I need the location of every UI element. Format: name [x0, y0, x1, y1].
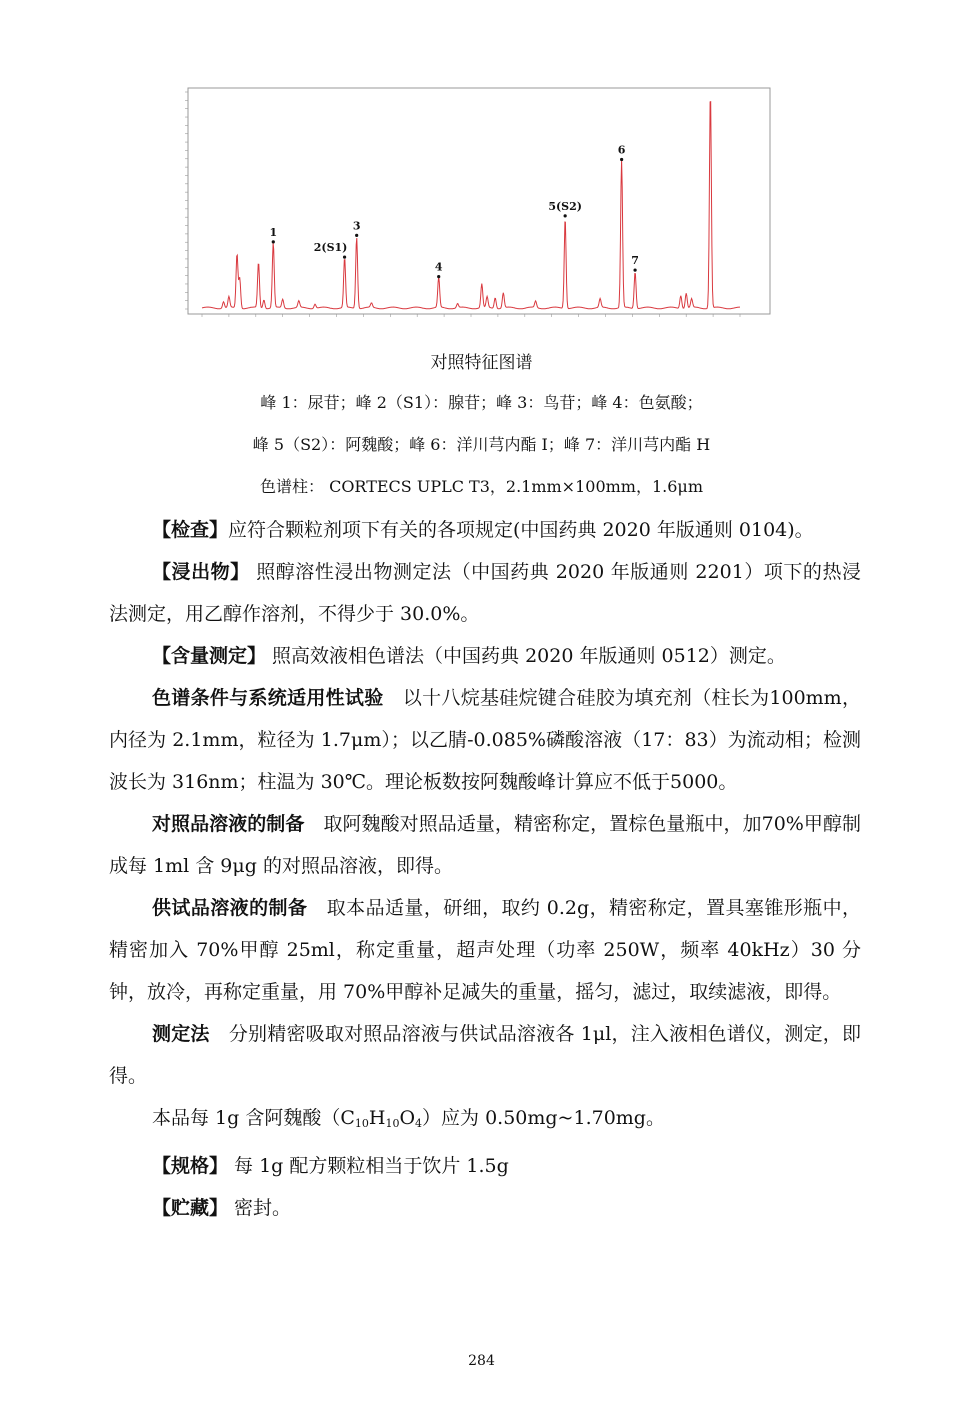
- peak-labels: [269, 143, 638, 278]
- column-info: 色谱柱： CORTECS UPLC T3，2.1mm×100mm，1.6μm: [259, 477, 703, 496]
- monograph-text: [109, 509, 861, 1229]
- peak-marker: [564, 214, 567, 217]
- content-limit: 本品每 1g 含阿魏酸$(C_{10}H_{10}O_4)$应为 0.50mg~1.70mg。: [152, 1107, 665, 1130]
- section-test-solution: [109, 887, 861, 1013]
- peak-marker: [343, 255, 346, 258]
- peak-marker: [272, 240, 275, 243]
- page-number: 284: [468, 1353, 495, 1369]
- section-text: 取阿魏酸对照品适量，精密称定，置棕色量瓶中，加70%甲醇制成每 1ml 含 9μg 的对照品溶液，即得。: [109, 813, 861, 877]
- chromatogram-figure: [168, 86, 772, 334]
- peak-marker: [437, 275, 440, 278]
- section-text: 密封。: [228, 1197, 292, 1219]
- peak-legend-line-1: 峰 1：尿苷；峰 2（S1）：腺苷；峰 3：鸟苷；峰 4：色氨酸；: [260, 393, 703, 412]
- section-text: 照醇溶性浸出物测定法（中国药典 2020 年版通则 2201）项下的热浸法测定，用乙醇作溶剂，不得少于 30.0%。: [109, 561, 861, 625]
- peak-label: 1: [269, 225, 278, 239]
- peak-label: 5(S2): [548, 199, 582, 213]
- x-axis: [202, 314, 740, 317]
- peak-legend-line-2: 峰 5（S2）：阿魏酸；峰 6：洋川芎内酯 I；峰 7：洋川芎内酯 H: [252, 435, 711, 454]
- section-text: 照高效液相色谱法（中国药典 2020 年版通则 0512）测定。: [266, 645, 786, 667]
- section-heading: 【检查】: [152, 519, 229, 541]
- peak-label: 7: [631, 254, 639, 268]
- section-reference-solution: [109, 803, 861, 887]
- chromatogram-trace: [202, 102, 740, 309]
- section-heading: 供试品溶液的制备: [152, 897, 308, 919]
- section-heading: 对照品溶液的制备: [152, 813, 305, 835]
- peak-label: 6: [617, 143, 626, 157]
- section-text: 分别精密吸取对照品溶液与供试品溶液各 1μl，注入液相色谱仪，测定，即得。: [109, 1023, 861, 1087]
- section-heading: 【浸出物】: [152, 561, 250, 583]
- peak-marker: [633, 269, 636, 272]
- section-text: 以十八烷基硅烷键合硅胶为填充剂（柱长为100mm，内径为 2.1mm，粒径为 1.7μm）；以乙腈-0.085%磷酸溶液（17：83）为流动相；检测波长为 316nm；柱温为 30℃。理论板数按阿魏酸峰计算应不低于5000。: [109, 687, 861, 793]
- figure-title: 对照特征图谱: [430, 353, 533, 373]
- peak-label: 2(S1): [313, 241, 348, 255]
- section-chromatographic-conditions: [109, 677, 861, 803]
- section-specification: [109, 1145, 861, 1187]
- peak-marker: [355, 234, 358, 237]
- section-inspection: [109, 509, 861, 551]
- section-storage: [109, 1187, 861, 1229]
- section-heading: 【含量测定】: [152, 645, 267, 667]
- section-assay: [109, 635, 861, 677]
- section-text: 应符合颗粒剂项下有关的各项规定(中国药典 2020 年版通则 0104)。: [228, 519, 814, 541]
- peak-label: 3: [352, 219, 361, 233]
- peak-label: 4: [434, 260, 443, 274]
- section-heading: 【贮藏】: [152, 1197, 229, 1219]
- section-extractives: [109, 551, 861, 635]
- section-heading: 【规格】: [152, 1155, 229, 1177]
- section-heading: 测定法: [152, 1023, 210, 1045]
- section-text: 每 1g 配方颗粒相当于饮片 1.5g: [228, 1155, 509, 1177]
- section-procedure: [109, 1013, 861, 1097]
- peak-marker: [620, 158, 623, 161]
- section-text: 取本品适量，研细，取约 0.2g，精密称定，置具塞锥形瓶中，精密加入 70%甲醇 25ml，称定重量，超声处理（功率 250W，频率 40kHz）30 分钟，放冷，再称定重量，用 70%甲醇补足减失的重量，摇匀，滤过，取续滤液，即得。: [109, 897, 861, 1003]
- plot-frame: [188, 88, 770, 314]
- section-heading: 色谱条件与系统适用性试验: [152, 687, 384, 709]
